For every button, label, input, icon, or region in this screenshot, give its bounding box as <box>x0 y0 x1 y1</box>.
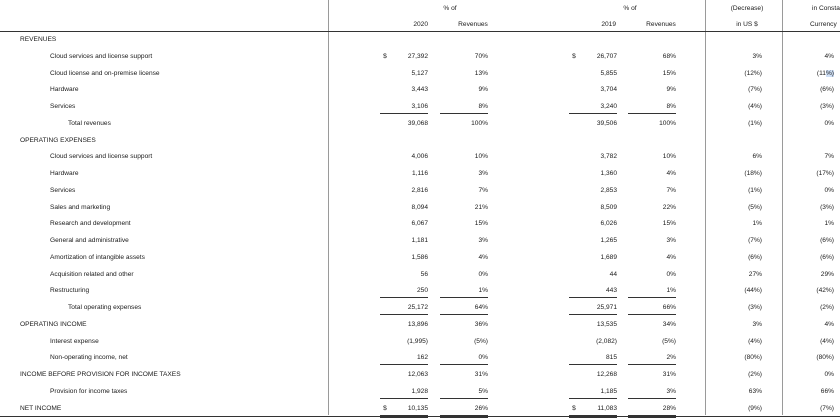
cell-v20: 5,127 <box>411 70 428 77</box>
cell-p20: 64% <box>474 304 488 311</box>
cell-p20: 1% <box>478 287 488 294</box>
column-divider <box>328 0 329 415</box>
subtotal-rule <box>628 398 676 399</box>
row-label: Services <box>50 103 76 110</box>
header-in-constant: in Consta <box>812 5 840 12</box>
cell-v19: 2,853 <box>600 187 617 194</box>
subtotal-rule <box>380 398 428 399</box>
subtotal-rule <box>569 314 617 315</box>
cell-v19: (2,082) <box>596 338 617 345</box>
cell-us: 3% <box>752 321 762 328</box>
cell-v20: 3,443 <box>411 86 428 93</box>
row-label: Sales and marketing <box>50 204 111 211</box>
cell-p20: 21% <box>474 204 488 211</box>
row-label: Amortization of intangible assets <box>50 254 145 261</box>
cell-p19: 31% <box>662 371 676 378</box>
cell-v19: 3,782 <box>600 153 617 160</box>
cell-v20: 25,172 <box>407 304 428 311</box>
cell-p20: 31% <box>474 371 488 378</box>
subtotal-rule <box>380 297 428 298</box>
cell-v19: 25,971 <box>596 304 617 311</box>
cell-v20: 1,116 <box>411 170 428 177</box>
row-label: Cloud services and license support <box>50 153 153 160</box>
header-currency: Currency <box>810 21 837 28</box>
cell-p19: 66% <box>662 304 676 311</box>
cell-p19: 3% <box>666 388 676 395</box>
row-label: INCOME BEFORE PROVISION FOR INCOME TAXES <box>20 371 181 378</box>
cell-d20: $ <box>383 53 387 60</box>
cell-p19: 3% <box>666 237 676 244</box>
cell-us: (2%) <box>748 371 762 378</box>
subtotal-rule <box>440 364 488 365</box>
cell-us: (80%) <box>744 354 762 361</box>
cell-d20: $ <box>383 405 387 412</box>
cell-cc: 0% <box>824 187 834 194</box>
cell-p19: 68% <box>662 53 676 60</box>
cell-us: (3%) <box>748 304 762 311</box>
cell-v20: 4,006 <box>411 153 428 160</box>
cell-p19: 2% <box>666 354 676 361</box>
row-label: Acquisition related and other <box>50 271 134 278</box>
subtotal-rule <box>569 364 617 365</box>
header-revenues-2020: Revenues <box>458 21 488 28</box>
cell-cc: 0% <box>824 371 834 378</box>
row-label: NET INCOME <box>20 405 62 412</box>
cell-v19: 1,689 <box>600 254 617 261</box>
cell-cc: 4% <box>824 53 834 60</box>
cell-us: (5%) <box>748 204 762 211</box>
cell-v20: 1,586 <box>411 254 428 261</box>
cell-p20: (5%) <box>474 338 488 345</box>
subtotal-rule <box>380 314 428 315</box>
cell-v20: 56 <box>420 271 428 278</box>
cell-p19: 0% <box>666 271 676 278</box>
cell-p20: 26% <box>474 405 488 412</box>
row-label: Restructuring <box>50 287 90 294</box>
cell-us: (6%) <box>748 254 762 261</box>
header-year-2019: 2019 <box>601 21 616 28</box>
cell-cc: 0% <box>824 120 834 127</box>
cell-v20: 3,106 <box>411 103 428 110</box>
cell-us: (1%) <box>748 120 762 127</box>
cell-v20: 10,135 <box>407 405 428 412</box>
cell-cc: 66% <box>820 388 834 395</box>
cell-p20: 3% <box>478 237 488 244</box>
header-revenues-2019: Revenues <box>646 21 676 28</box>
subtotal-rule <box>440 113 488 114</box>
cell-v20: 1,928 <box>411 388 428 395</box>
cell-p20: 4% <box>478 254 488 261</box>
cell-v19: 1,185 <box>600 388 617 395</box>
cell-cc: (7%) <box>820 405 834 412</box>
cell-v20: 162 <box>416 354 428 361</box>
row-label: Hardware <box>50 170 79 177</box>
cell-p20: 8% <box>478 103 488 110</box>
cell-us: (7%) <box>748 86 762 93</box>
header-pct-of-2020: % of <box>443 5 457 12</box>
cell-us: (18%) <box>744 170 762 177</box>
subtotal-rule <box>440 398 488 399</box>
cell-v20: 2,816 <box>411 187 428 194</box>
cell-p19: 4% <box>666 170 676 177</box>
cell-p19: 1% <box>666 287 676 294</box>
cell-us: (4%) <box>748 103 762 110</box>
cell-v19: 11,083 <box>597 405 617 412</box>
cell-us: 6% <box>752 153 762 160</box>
cell-v20: 13,896 <box>407 321 428 328</box>
cell-p19: 4% <box>666 254 676 261</box>
cell-us: 3% <box>752 53 762 60</box>
cell-v19: 1,360 <box>600 170 617 177</box>
cell-us: 27% <box>748 271 762 278</box>
cell-cc-selected[interactable]: (11%) <box>816 70 834 77</box>
cell-cc: 7% <box>824 153 834 160</box>
subtotal-rule <box>380 113 428 114</box>
cell-us: 1% <box>752 220 762 227</box>
cell-cc: (6%) <box>820 86 834 93</box>
subtotal-rule <box>628 364 676 365</box>
cell-v20: (1,995) <box>407 338 428 345</box>
cell-v19: 13,535 <box>596 321 617 328</box>
row-label: Services <box>50 187 76 194</box>
bottom-rule <box>0 416 840 417</box>
cell-p19: 9% <box>666 86 676 93</box>
cell-v19: 815 <box>605 354 617 361</box>
cell-cc: 1% <box>824 220 834 227</box>
cell-v20: 27,392 <box>407 53 428 60</box>
row-label: Provision for income taxes <box>50 388 128 395</box>
cell-p19: 15% <box>662 70 676 77</box>
subtotal-rule <box>628 314 676 315</box>
subtotal-rule <box>628 113 676 114</box>
subtotal-rule <box>440 297 488 298</box>
cell-v19: 3,704 <box>600 86 617 93</box>
subtotal-rule <box>569 113 617 114</box>
cell-p20: 0% <box>478 271 488 278</box>
subtotal-rule <box>628 297 676 298</box>
cell-us: (7%) <box>748 237 762 244</box>
row-label: Total operating expenses <box>68 304 142 311</box>
cell-p20: 15% <box>474 220 488 227</box>
row-label: General and administrative <box>50 237 129 244</box>
cell-p20: 3% <box>478 170 488 177</box>
header-in-us: in US $ <box>736 21 758 28</box>
cell-p19: 100% <box>659 120 676 127</box>
row-label: Research and development <box>50 220 131 227</box>
cell-cc: (6%) <box>820 237 834 244</box>
cell-cc: (6%) <box>820 254 834 261</box>
cell-p20: 9% <box>478 86 488 93</box>
cell-v19: 26,707 <box>596 53 617 60</box>
cell-cc: 4% <box>824 321 834 328</box>
cell-p20: 0% <box>478 354 488 361</box>
cell-cc: (3%) <box>820 103 834 110</box>
row-label: Cloud license and on-premise license <box>50 70 160 77</box>
cell-v20: 250 <box>416 287 428 294</box>
cell-cc: 29% <box>820 271 834 278</box>
cell-v19: 39,506 <box>596 120 617 127</box>
cell-us: (12%) <box>744 70 762 77</box>
cell-cc: (42%) <box>816 287 834 294</box>
cell-d19: $ <box>572 405 576 412</box>
cell-d19: $ <box>572 53 576 60</box>
cell-cc: (2%) <box>820 304 834 311</box>
row-label: Hardware <box>50 86 79 93</box>
cell-cc: (3%) <box>820 204 834 211</box>
cell-v20: 12,063 <box>407 371 428 378</box>
subtotal-rule <box>569 398 617 399</box>
cell-us: (4%) <box>748 338 762 345</box>
cell-p19: 7% <box>666 187 676 194</box>
header-decrease: (Decrease) <box>730 5 764 12</box>
cell-p19: 15% <box>662 220 676 227</box>
cell-cc: (80%) <box>816 354 834 361</box>
cell-v19: 44 <box>609 271 617 278</box>
cell-v19: 443 <box>605 287 617 294</box>
cell-p20: 100% <box>471 120 488 127</box>
cell-v19: 1,265 <box>600 237 617 244</box>
cell-v19: 5,855 <box>600 70 617 77</box>
cell-p20: 36% <box>474 321 488 328</box>
header-pct-of-2019: % of <box>623 5 637 12</box>
cell-v19: 12,268 <box>596 371 617 378</box>
row-label: OPERATING INCOME <box>20 321 87 328</box>
subtotal-rule <box>380 364 428 365</box>
cell-cc: (17%) <box>816 170 834 177</box>
cell-p20: 70% <box>474 53 488 60</box>
cell-v20: 39,068 <box>407 120 428 127</box>
column-divider <box>705 0 706 415</box>
row-label: Interest expense <box>50 338 99 345</box>
cell-p20: 10% <box>474 153 488 160</box>
cell-p19: 8% <box>666 103 676 110</box>
cell-p19: 28% <box>662 405 676 412</box>
header-year-2020: 2020 <box>413 21 428 28</box>
row-label: Total revenues <box>68 120 111 127</box>
cell-p19: 10% <box>662 153 676 160</box>
section-heading: OPERATING EXPENSES <box>20 137 96 144</box>
cell-p19: (5%) <box>662 338 676 345</box>
cell-p19: 34% <box>662 321 676 328</box>
subtotal-rule <box>440 314 488 315</box>
cell-v19: 6,026 <box>600 220 617 227</box>
row-label: Non-operating income, net <box>50 354 128 361</box>
cell-v20: 8,094 <box>411 204 428 211</box>
cell-us: (9%) <box>748 405 762 412</box>
cell-v20: 6,067 <box>411 220 428 227</box>
cell-us: (44%) <box>744 287 762 294</box>
header-rule <box>0 31 840 32</box>
cell-cc: (4%) <box>820 338 834 345</box>
cell-p20: 7% <box>478 187 488 194</box>
cell-p20: 5% <box>478 388 488 395</box>
cell-v19: 8,509 <box>600 204 617 211</box>
subtotal-rule <box>569 297 617 298</box>
cell-p19: 22% <box>662 204 676 211</box>
section-heading: REVENUES <box>20 36 57 43</box>
cell-v19: 3,240 <box>600 103 617 110</box>
row-label: Cloud services and license support <box>50 53 153 60</box>
cell-us: (1%) <box>748 187 762 194</box>
cell-p20: 13% <box>474 70 488 77</box>
cell-us: 63% <box>748 388 762 395</box>
cell-v20: 1,181 <box>411 237 428 244</box>
